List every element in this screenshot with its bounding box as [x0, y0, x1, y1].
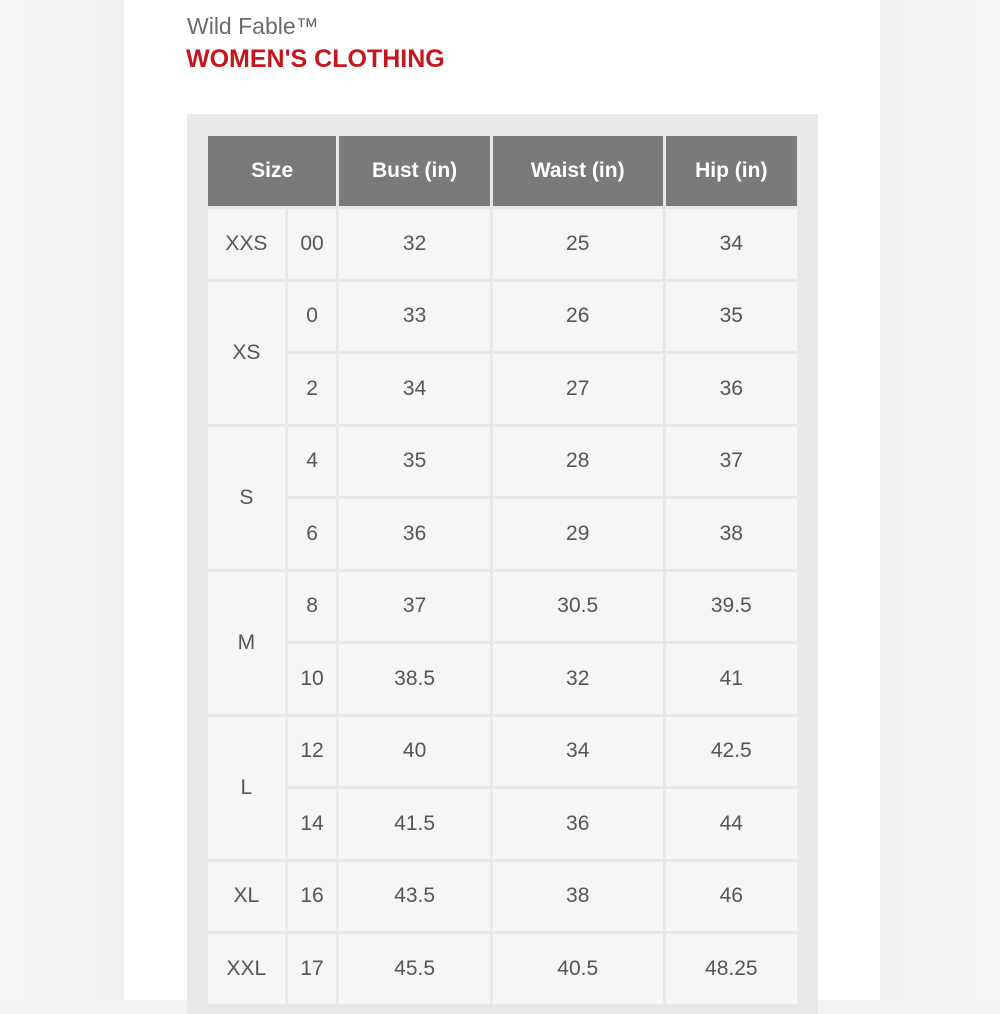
hip-cell: 36 — [666, 354, 797, 424]
bust-cell: 32 — [339, 209, 490, 279]
background-left — [0, 0, 124, 1000]
size-number-cell: 14 — [288, 789, 337, 859]
hip-cell: 41 — [666, 644, 797, 714]
size-number-cell: 17 — [288, 934, 337, 1004]
header-hip: Hip (in) — [666, 136, 797, 206]
size-number-cell: 0 — [288, 282, 337, 352]
table-header-row — [208, 136, 797, 206]
size-number-cell: 8 — [288, 572, 337, 642]
size-letter-cell: XXL — [208, 934, 285, 1004]
size-letter-cell: M — [208, 572, 285, 714]
bust-cell: 40 — [339, 717, 490, 787]
waist-cell: 26 — [493, 282, 663, 352]
bust-cell: 35 — [339, 427, 490, 497]
waist-cell: 40.5 — [493, 934, 663, 1004]
size-letter-cell: S — [208, 427, 285, 569]
hip-cell: 34 — [666, 209, 797, 279]
background-right — [880, 0, 1000, 1000]
waist-cell: 29 — [493, 499, 663, 569]
bust-cell: 33 — [339, 282, 490, 352]
bust-cell: 41.5 — [339, 789, 490, 859]
hip-cell: 44 — [666, 789, 797, 859]
waist-cell: 38 — [493, 862, 663, 932]
size-letter-cell: L — [208, 717, 285, 859]
table-row — [208, 862, 797, 932]
table-row — [208, 572, 797, 642]
table-row — [208, 354, 797, 424]
size-number-cell: 10 — [288, 644, 337, 714]
size-chart-table — [205, 133, 800, 1007]
waist-cell: 25 — [493, 209, 663, 279]
table-row — [208, 789, 797, 859]
waist-cell: 32 — [493, 644, 663, 714]
header-size: Size — [208, 136, 336, 206]
header-waist: Waist (in) — [493, 136, 663, 206]
table-row — [208, 717, 797, 787]
hip-cell: 35 — [666, 282, 797, 352]
size-letter-cell: XL — [208, 862, 285, 932]
size-letter-cell: XS — [208, 282, 285, 424]
size-number-cell: 2 — [288, 354, 337, 424]
waist-cell: 34 — [493, 717, 663, 787]
size-number-cell: 12 — [288, 717, 337, 787]
size-number-cell: 4 — [288, 427, 337, 497]
table-row — [208, 282, 797, 352]
hip-cell: 46 — [666, 862, 797, 932]
hip-cell: 37 — [666, 427, 797, 497]
table-row — [208, 644, 797, 714]
hip-cell: 42.5 — [666, 717, 797, 787]
table-row — [208, 427, 797, 497]
bust-cell: 38.5 — [339, 644, 490, 714]
header-bust: Bust (in) — [339, 136, 490, 206]
bust-cell: 36 — [339, 499, 490, 569]
waist-cell: 36 — [493, 789, 663, 859]
table-row — [208, 499, 797, 569]
bust-cell: 45.5 — [339, 934, 490, 1004]
bust-cell: 37 — [339, 572, 490, 642]
size-number-cell: 00 — [288, 209, 337, 279]
page-title: WOMEN'S CLOTHING — [186, 45, 445, 73]
hip-cell: 38 — [666, 499, 797, 569]
size-letter-cell: XXS — [208, 209, 285, 279]
table-row — [208, 934, 797, 1004]
waist-cell: 27 — [493, 354, 663, 424]
waist-cell: 30.5 — [493, 572, 663, 642]
size-number-cell: 6 — [288, 499, 337, 569]
brand-name: Wild Fable™ — [187, 13, 319, 39]
size-number-cell: 16 — [288, 862, 337, 932]
hip-cell: 39.5 — [666, 572, 797, 642]
bust-cell: 43.5 — [339, 862, 490, 932]
waist-cell: 28 — [493, 427, 663, 497]
hip-cell: 48.25 — [666, 934, 797, 1004]
bust-cell: 34 — [339, 354, 490, 424]
table-row — [208, 209, 797, 279]
